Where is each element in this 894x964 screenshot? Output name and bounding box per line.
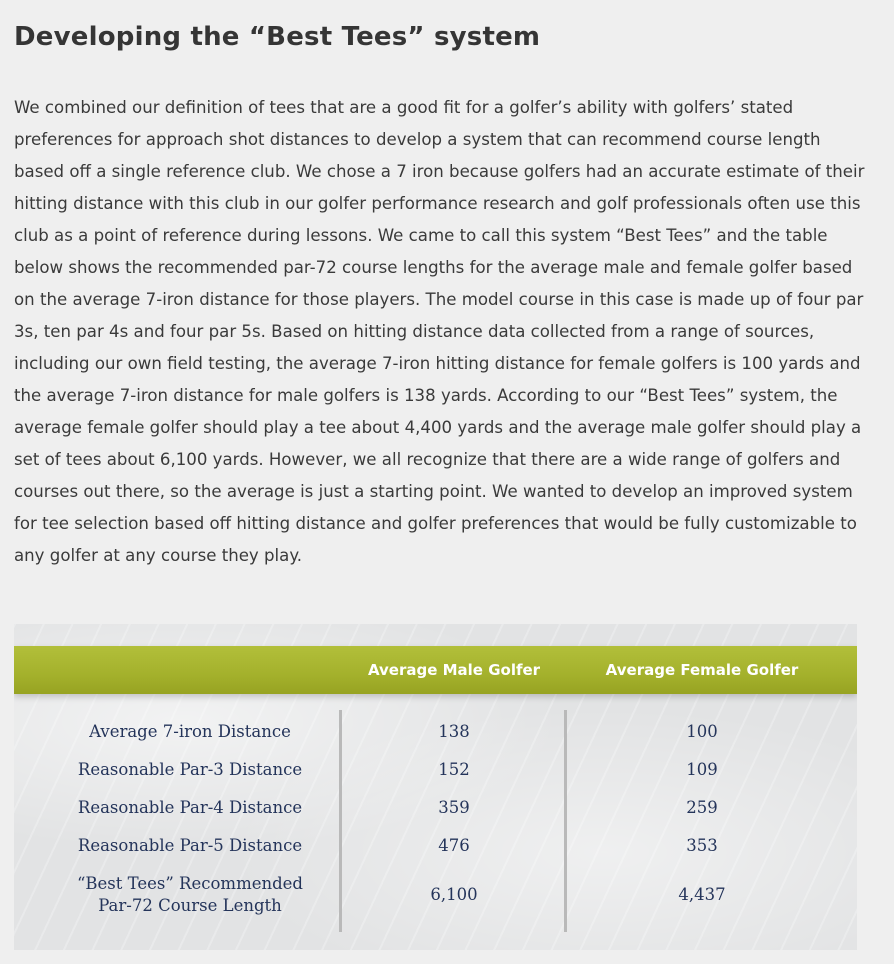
male-value: 6,100 (430, 885, 478, 904)
male-value: 359 (438, 798, 470, 817)
column-divider (339, 710, 342, 932)
header-female-golfer: Average Female Golfer (605, 661, 799, 679)
row-label: Reasonable Par-4 Distance (77, 798, 303, 817)
best-tees-table (14, 624, 857, 950)
header-male-golfer: Average Male Golfer (367, 661, 541, 679)
column-divider (564, 710, 567, 932)
male-value: 152 (438, 760, 470, 779)
row-label: Average 7-iron Distance (89, 722, 291, 741)
female-value: 353 (686, 836, 718, 855)
female-value: 4,437 (678, 885, 726, 904)
male-value: 138 (438, 722, 470, 741)
female-value: 100 (686, 722, 718, 741)
male-value: 476 (438, 836, 470, 855)
page-title: Developing the “Best Tees” system (14, 22, 541, 52)
table-header (14, 646, 857, 694)
female-value: 259 (686, 798, 718, 817)
female-value: 109 (686, 760, 718, 779)
row-label: Reasonable Par-5 Distance (77, 836, 303, 855)
row-label: “Best Tees” Recommended Par-72 Course Length (76, 874, 303, 915)
row-label: Reasonable Par-3 Distance (77, 760, 303, 779)
article-paragraph: We combined our definition of tees that are a good fit for a golfer’s ability with golfers’ stated preferences for approach shot distances to develop a system that can recommend course length based off a single reference club. We chose a 7 iron because golfers had an accurate estimate of their hitting distance with this club in our golfer performance research and golf professionals often use this club as a point of reference during lessons. We came to call this system “Best Tees” and the table below shows the recommended par-72 course lengths for the average male and female golfer based on the average 7-iron distance for those players. The model course in this case is made up of four par 3s, ten par 4s and four par 5s. Based on hitting distance data collected from a range of sources, including our own field testing, the average 7-iron hitting distance for female golfers is 100 yards and the average 7-iron distance for male golfers is 138 yards. According to our “Best Tees” system, the average female golfer should play a tee about 4,400 yards and the average male golfer should play a set of tees about 6,100 yards. However, we all recognize that there are a wide range of golfers and courses out there, so the average is just a starting point. We wanted to develop an improved system for tee selection based off hitting distance and golfer preferences that would be fully customizable to any golfer at any course they play. (14, 98, 865, 565)
